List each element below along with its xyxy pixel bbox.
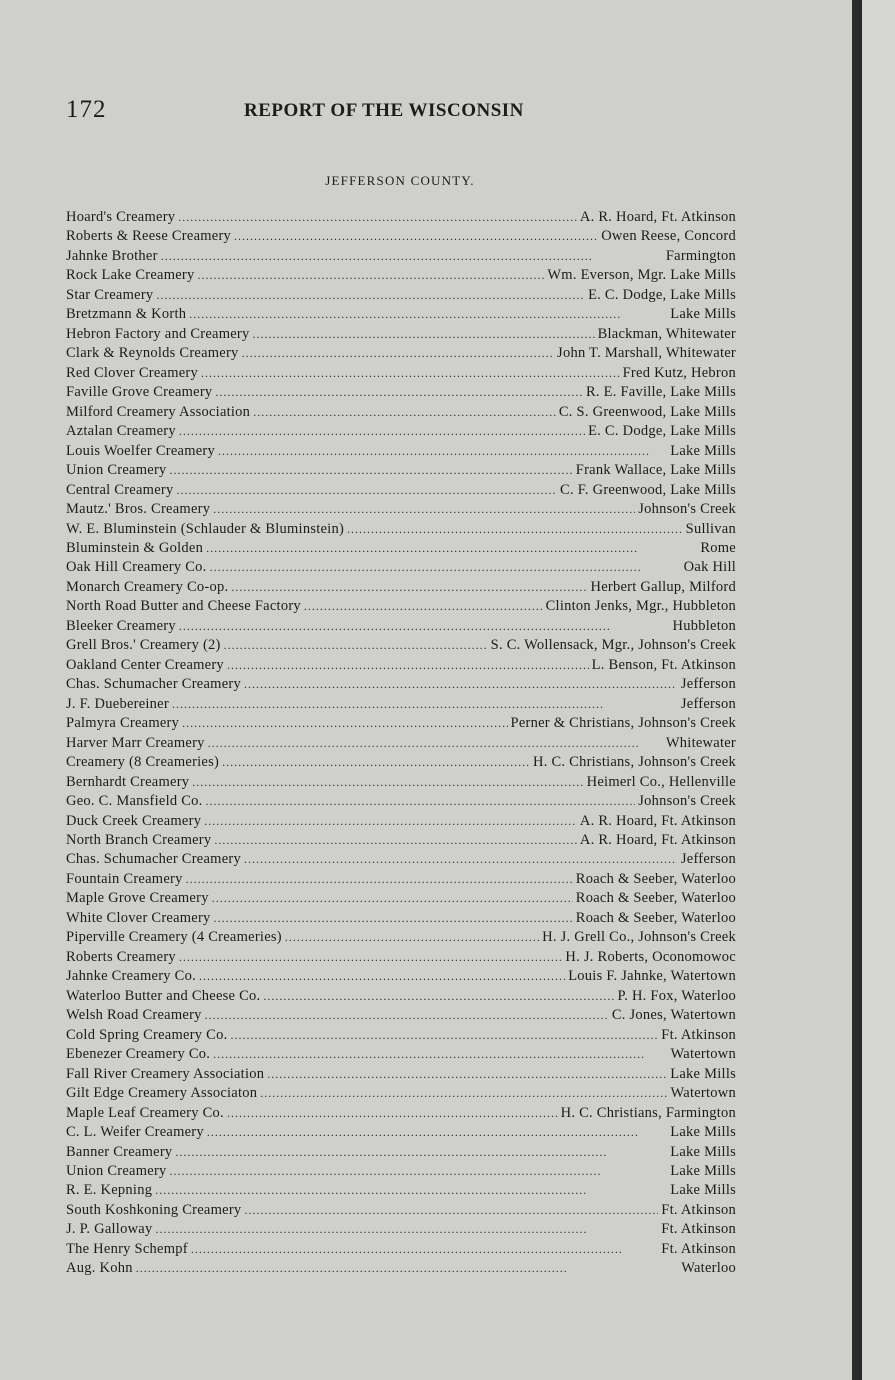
creamery-name: Ebenezer Creamery Co. xyxy=(66,1046,211,1063)
creamery-name: Banner Creamery xyxy=(66,1143,173,1160)
proprietor-location: H. C. Christians, Johnson's Creek xyxy=(533,754,736,771)
creamery-name: Bleeker Creamery xyxy=(66,617,176,634)
creamery-name: J. F. Duebereiner xyxy=(66,695,169,712)
listing-row xyxy=(66,1220,736,1239)
creamery-name: Oak Hill Creamery Co. xyxy=(66,559,207,576)
creamery-name: Harver Marr Creamery xyxy=(66,734,205,751)
listing-row xyxy=(66,773,736,792)
proprietor-location: Lake Mills xyxy=(670,1162,736,1179)
creamery-name: Hebron Factory and Creamery xyxy=(66,325,250,342)
creamery-name: Hoard's Creamery xyxy=(66,209,176,225)
creamery-listing xyxy=(66,208,736,1279)
listing-row xyxy=(66,558,736,577)
proprietor-location: Roach & Seeber, Waterloo xyxy=(575,870,736,887)
creamery-name: Piperville Creamery (4 Creameries) xyxy=(66,929,282,946)
page-number: 172 xyxy=(66,96,107,123)
listing-row xyxy=(66,812,736,831)
creamery-name: Aztalan Creamery xyxy=(66,423,176,440)
page-edge-shadow xyxy=(852,0,862,1380)
proprietor-location: Lake Mills xyxy=(670,1065,736,1082)
listing-row xyxy=(66,695,736,714)
listing-row xyxy=(66,325,736,344)
listing-row xyxy=(66,734,736,753)
listing-row xyxy=(66,792,736,811)
dot-leader xyxy=(206,792,636,811)
creamery-name: Jahnke Brother xyxy=(66,247,158,264)
dot-leader xyxy=(210,558,681,577)
dot-leader xyxy=(175,1143,667,1162)
listing-row xyxy=(66,247,736,266)
creamery-name: Bretzmann & Korth xyxy=(66,306,187,323)
dot-leader xyxy=(182,714,507,733)
listing-row xyxy=(66,403,736,422)
proprietor-location: Johnson's Creek xyxy=(638,793,736,810)
listing-row xyxy=(66,636,736,655)
section-title: JEFFERSON COUNTY. xyxy=(325,173,475,188)
dot-leader xyxy=(136,1259,679,1278)
creamery-name: C. L. Weifer Creamery xyxy=(66,1124,204,1141)
creamery-name: Jahnke Creamery Co. xyxy=(66,968,196,985)
proprietor-location: H. J. Grell Co., Johnson's Creek xyxy=(542,929,736,946)
dot-leader xyxy=(267,1065,667,1084)
dot-leader xyxy=(192,773,583,792)
listing-row xyxy=(66,597,736,616)
dot-leader xyxy=(170,1162,668,1181)
creamery-name: Fall River Creamery Association xyxy=(66,1065,265,1082)
creamery-name: Roberts Creamery xyxy=(66,948,176,965)
creamery-name: Cold Spring Creamery Co. xyxy=(66,1026,228,1043)
listing-row xyxy=(66,500,736,519)
page-edge-margin xyxy=(862,0,895,1380)
listing-row xyxy=(66,675,736,694)
proprietor-location: Herbert Gallup, Milford xyxy=(590,578,736,595)
proprietor-location: C. Jones, Watertown xyxy=(611,1007,736,1024)
proprietor-location: Lake Mills xyxy=(670,442,736,459)
proprietor-location: Oak Hill xyxy=(683,559,736,576)
creamery-name: North Road Butter and Cheese Factory xyxy=(66,598,301,615)
dot-leader xyxy=(205,1006,609,1025)
proprietor-location: A. R. Hoard, Ft. Atkinson xyxy=(579,832,736,848)
listing-row xyxy=(66,1240,736,1259)
dot-leader xyxy=(215,383,583,402)
proprietor-location: Johnson's Creek xyxy=(638,501,736,518)
proprietor-location: A. R. Hoard, Ft. Atkinson xyxy=(579,209,736,225)
creamery-name: Central Creamery xyxy=(66,481,174,498)
creamery-name: R. E. Kepning xyxy=(66,1182,153,1199)
dot-leader xyxy=(227,656,589,675)
creamery-name: South Koshkoning Creamery xyxy=(66,1201,242,1218)
page-header xyxy=(66,96,736,128)
listing-row xyxy=(66,578,736,597)
creamery-name: J. P. Galloway xyxy=(66,1221,153,1238)
proprietor-location: Roach & Seeber, Waterloo xyxy=(575,909,736,926)
dot-leader xyxy=(201,364,620,383)
dot-leader xyxy=(218,442,667,461)
proprietor-location: A. R. Hoard, Ft. Atkinson xyxy=(579,812,736,829)
creamery-name: White Clover Creamery xyxy=(66,909,211,926)
listing-row xyxy=(66,227,736,246)
dot-leader xyxy=(214,909,573,928)
proprietor-location: Wm. Everson, Mgr. Lake Mills xyxy=(547,267,736,284)
dot-leader xyxy=(260,1084,667,1103)
listing-row xyxy=(66,967,736,986)
listing-row xyxy=(66,889,736,908)
dot-leader xyxy=(214,831,577,850)
dot-leader xyxy=(204,812,577,831)
listing-row xyxy=(66,1201,736,1220)
listing-row xyxy=(66,1006,736,1025)
dot-leader xyxy=(179,422,585,441)
listing-row xyxy=(66,1026,736,1045)
listing-row xyxy=(66,987,736,1006)
proprietor-location: Lake Mills xyxy=(670,1124,736,1141)
proprietor-location: Hubbleton xyxy=(672,617,736,634)
dot-leader xyxy=(347,520,683,539)
listing-row xyxy=(66,1259,736,1278)
proprietor-location: Lake Mills xyxy=(670,1182,736,1199)
dot-leader xyxy=(222,753,530,772)
dot-leader xyxy=(242,344,554,363)
proprietor-location: Rome xyxy=(700,539,736,556)
creamery-name: Red Clover Creamery xyxy=(66,364,198,381)
dot-leader xyxy=(244,850,678,869)
proprietor-location: Owen Reese, Concord xyxy=(601,228,736,245)
dot-leader xyxy=(176,481,557,500)
proprietor-location: H. C. Christians, Farmington xyxy=(560,1104,736,1121)
dot-leader xyxy=(172,695,678,714)
proprietor-location: Sullivan xyxy=(685,520,736,537)
dot-leader xyxy=(178,208,577,227)
listing-row xyxy=(66,1123,736,1142)
proprietor-location: Ft. Atkinson xyxy=(661,1026,736,1043)
proprietor-location: C. S. Greenwood, Lake Mills xyxy=(558,403,736,420)
creamery-name: Bernhardt Creamery xyxy=(66,773,190,790)
listing-row xyxy=(66,305,736,324)
dot-leader xyxy=(156,286,585,305)
listing-row xyxy=(66,539,736,558)
dot-leader xyxy=(155,1220,658,1239)
dot-leader xyxy=(179,617,670,636)
dot-leader xyxy=(230,1026,658,1045)
creamery-name: Duck Creek Creamery xyxy=(66,812,202,829)
creamery-name: Palmyra Creamery xyxy=(66,715,180,732)
proprietor-location: E. C. Dodge, Lake Mills xyxy=(588,423,736,440)
dot-leader xyxy=(179,948,563,967)
listing-row xyxy=(66,948,736,967)
creamery-name: Union Creamery xyxy=(66,462,167,479)
dot-leader xyxy=(191,1240,658,1259)
listing-row xyxy=(66,850,736,869)
listing-row xyxy=(66,208,736,227)
dot-leader xyxy=(161,247,663,266)
listing-row xyxy=(66,422,736,441)
listing-row xyxy=(66,656,736,675)
creamery-name: Roberts & Reese Creamery xyxy=(66,228,232,245)
dot-leader xyxy=(198,266,545,285)
dot-leader xyxy=(170,461,573,480)
creamery-name: Waterloo Butter and Cheese Co. xyxy=(66,987,261,1004)
proprietor-location: Jefferson xyxy=(680,676,736,693)
creamery-name: Union Creamery xyxy=(66,1162,167,1179)
dot-leader xyxy=(213,1045,667,1064)
listing-row xyxy=(66,383,736,402)
listing-row xyxy=(66,520,736,539)
listing-row xyxy=(66,870,736,889)
dot-leader xyxy=(231,578,587,597)
dot-leader xyxy=(253,325,595,344)
proprietor-location: Louis F. Jahnke, Watertown xyxy=(568,968,736,985)
proprietor-location: H. J. Roberts, Oconomowoc xyxy=(565,948,736,965)
listing-row xyxy=(66,1104,736,1123)
dot-leader xyxy=(234,227,598,246)
dot-leader xyxy=(244,675,678,694)
creamery-name: Bluminstein & Golden xyxy=(66,539,204,556)
listing-row xyxy=(66,286,736,305)
listing-row xyxy=(66,928,736,947)
listing-row xyxy=(66,344,736,363)
proprietor-location: Farmington xyxy=(665,247,736,264)
creamery-name: Star Creamery xyxy=(66,286,154,303)
listing-row xyxy=(66,909,736,928)
creamery-name: Louis Woelfer Creamery xyxy=(66,442,216,459)
dot-leader xyxy=(189,305,667,324)
listing-row xyxy=(66,1065,736,1084)
listing-row xyxy=(66,753,736,772)
creamery-name: Mautz.' Bros. Creamery xyxy=(66,501,211,518)
proprietor-location: Blackman, Whitewater xyxy=(597,325,736,342)
proprietor-location: R. E. Faville, Lake Mills xyxy=(585,384,736,401)
listing-row xyxy=(66,1084,736,1103)
creamery-name: Maple Leaf Creamery Co. xyxy=(66,1104,224,1121)
listing-row xyxy=(66,617,736,636)
listing-row xyxy=(66,831,736,850)
dot-leader xyxy=(285,928,539,947)
listing-row xyxy=(66,1181,736,1200)
creamery-name: Clark & Reynolds Creamery xyxy=(66,345,239,362)
dot-leader xyxy=(213,500,635,519)
creamery-name: Oakland Center Creamery xyxy=(66,656,224,673)
proprietor-location: Ft. Atkinson xyxy=(661,1221,736,1238)
dot-leader xyxy=(206,539,697,558)
creamery-name: Monarch Creamery Co-op. xyxy=(66,578,229,595)
proprietor-location: Lake Mills xyxy=(670,306,736,323)
proprietor-location: Fred Kutz, Hebron xyxy=(622,364,736,381)
listing-row xyxy=(66,1045,736,1064)
proprietor-location: Watertown xyxy=(670,1046,736,1063)
creamery-name: Grell Bros.' Creamery (2) xyxy=(66,637,221,654)
dot-leader xyxy=(224,636,488,655)
proprietor-location: L. Benson, Ft. Atkinson xyxy=(591,656,736,673)
proprietor-location: Heimerl Co., Hellenville xyxy=(586,773,736,790)
listing-row xyxy=(66,481,736,500)
dot-leader xyxy=(244,1201,658,1220)
running-title: REPORT OF THE WISCONSIN xyxy=(244,100,524,121)
creamery-name: Welsh Road Creamery xyxy=(66,1007,202,1024)
proprietor-location: Ft. Atkinson xyxy=(661,1240,736,1257)
proprietor-location: Roach & Seeber, Waterloo xyxy=(575,890,736,907)
creamery-name: Faville Grove Creamery xyxy=(66,384,213,401)
dot-leader xyxy=(253,403,556,422)
listing-row xyxy=(66,714,736,733)
listing-row xyxy=(66,442,736,461)
creamery-name: Chas. Schumacher Creamery xyxy=(66,676,241,693)
proprietor-location: E. C. Dodge, Lake Mills xyxy=(588,286,736,303)
proprietor-location: Jefferson xyxy=(680,695,736,712)
proprietor-location: Watertown xyxy=(670,1085,736,1102)
creamery-name: Creamery (8 Creameries) xyxy=(66,754,220,771)
listing-row xyxy=(66,266,736,285)
proprietor-location: P. H. Fox, Waterloo xyxy=(617,987,736,1004)
proprietor-location: Clinton Jenks, Mgr., Hubbleton xyxy=(545,598,736,615)
dot-leader xyxy=(208,734,663,753)
proprietor-location: Frank Wallace, Lake Mills xyxy=(575,462,736,479)
dot-leader xyxy=(304,597,543,616)
dot-leader xyxy=(263,987,614,1006)
proprietor-location: S. C. Wollensack, Mgr., Johnson's Creek xyxy=(490,637,736,654)
listing-row xyxy=(66,1162,736,1181)
proprietor-location: Lake Mills xyxy=(670,1143,736,1160)
creamery-name: Chas. Schumacher Creamery xyxy=(66,851,241,868)
proprietor-location: Waterloo xyxy=(681,1260,736,1277)
listing-row xyxy=(66,364,736,383)
proprietor-location: C. F. Greenwood, Lake Mills xyxy=(560,481,736,498)
creamery-name: North Branch Creamery xyxy=(66,832,212,848)
dot-leader xyxy=(207,1123,667,1142)
proprietor-location: Whitewater xyxy=(665,734,736,751)
creamery-name: Milford Creamery Association xyxy=(66,403,251,420)
dot-leader xyxy=(186,870,573,889)
proprietor-location: John T. Marshall, Whitewater xyxy=(557,345,736,362)
creamery-name: Maple Grove Creamery xyxy=(66,890,209,907)
creamery-name: The Henry Schempf xyxy=(66,1240,188,1257)
dot-leader xyxy=(227,1104,558,1123)
creamery-name: Aug. Kohn xyxy=(66,1260,133,1277)
proprietor-location: Perner & Christians, Johnson's Creek xyxy=(510,715,736,732)
proprietor-location: Jefferson xyxy=(680,851,736,868)
dot-leader xyxy=(199,967,565,986)
dot-leader xyxy=(212,889,573,908)
creamery-name: Gilt Edge Creamery Associaton xyxy=(66,1085,258,1102)
listing-row xyxy=(66,1143,736,1162)
proprietor-location: Ft. Atkinson xyxy=(661,1201,736,1218)
creamery-name: W. E. Bluminstein (Schlauder & Bluminstein) xyxy=(66,520,345,537)
creamery-name: Rock Lake Creamery xyxy=(66,267,195,284)
creamery-name: Fountain Creamery xyxy=(66,870,183,887)
dot-leader xyxy=(155,1181,667,1200)
creamery-name: Geo. C. Mansfield Co. xyxy=(66,793,203,810)
listing-row xyxy=(66,461,736,480)
